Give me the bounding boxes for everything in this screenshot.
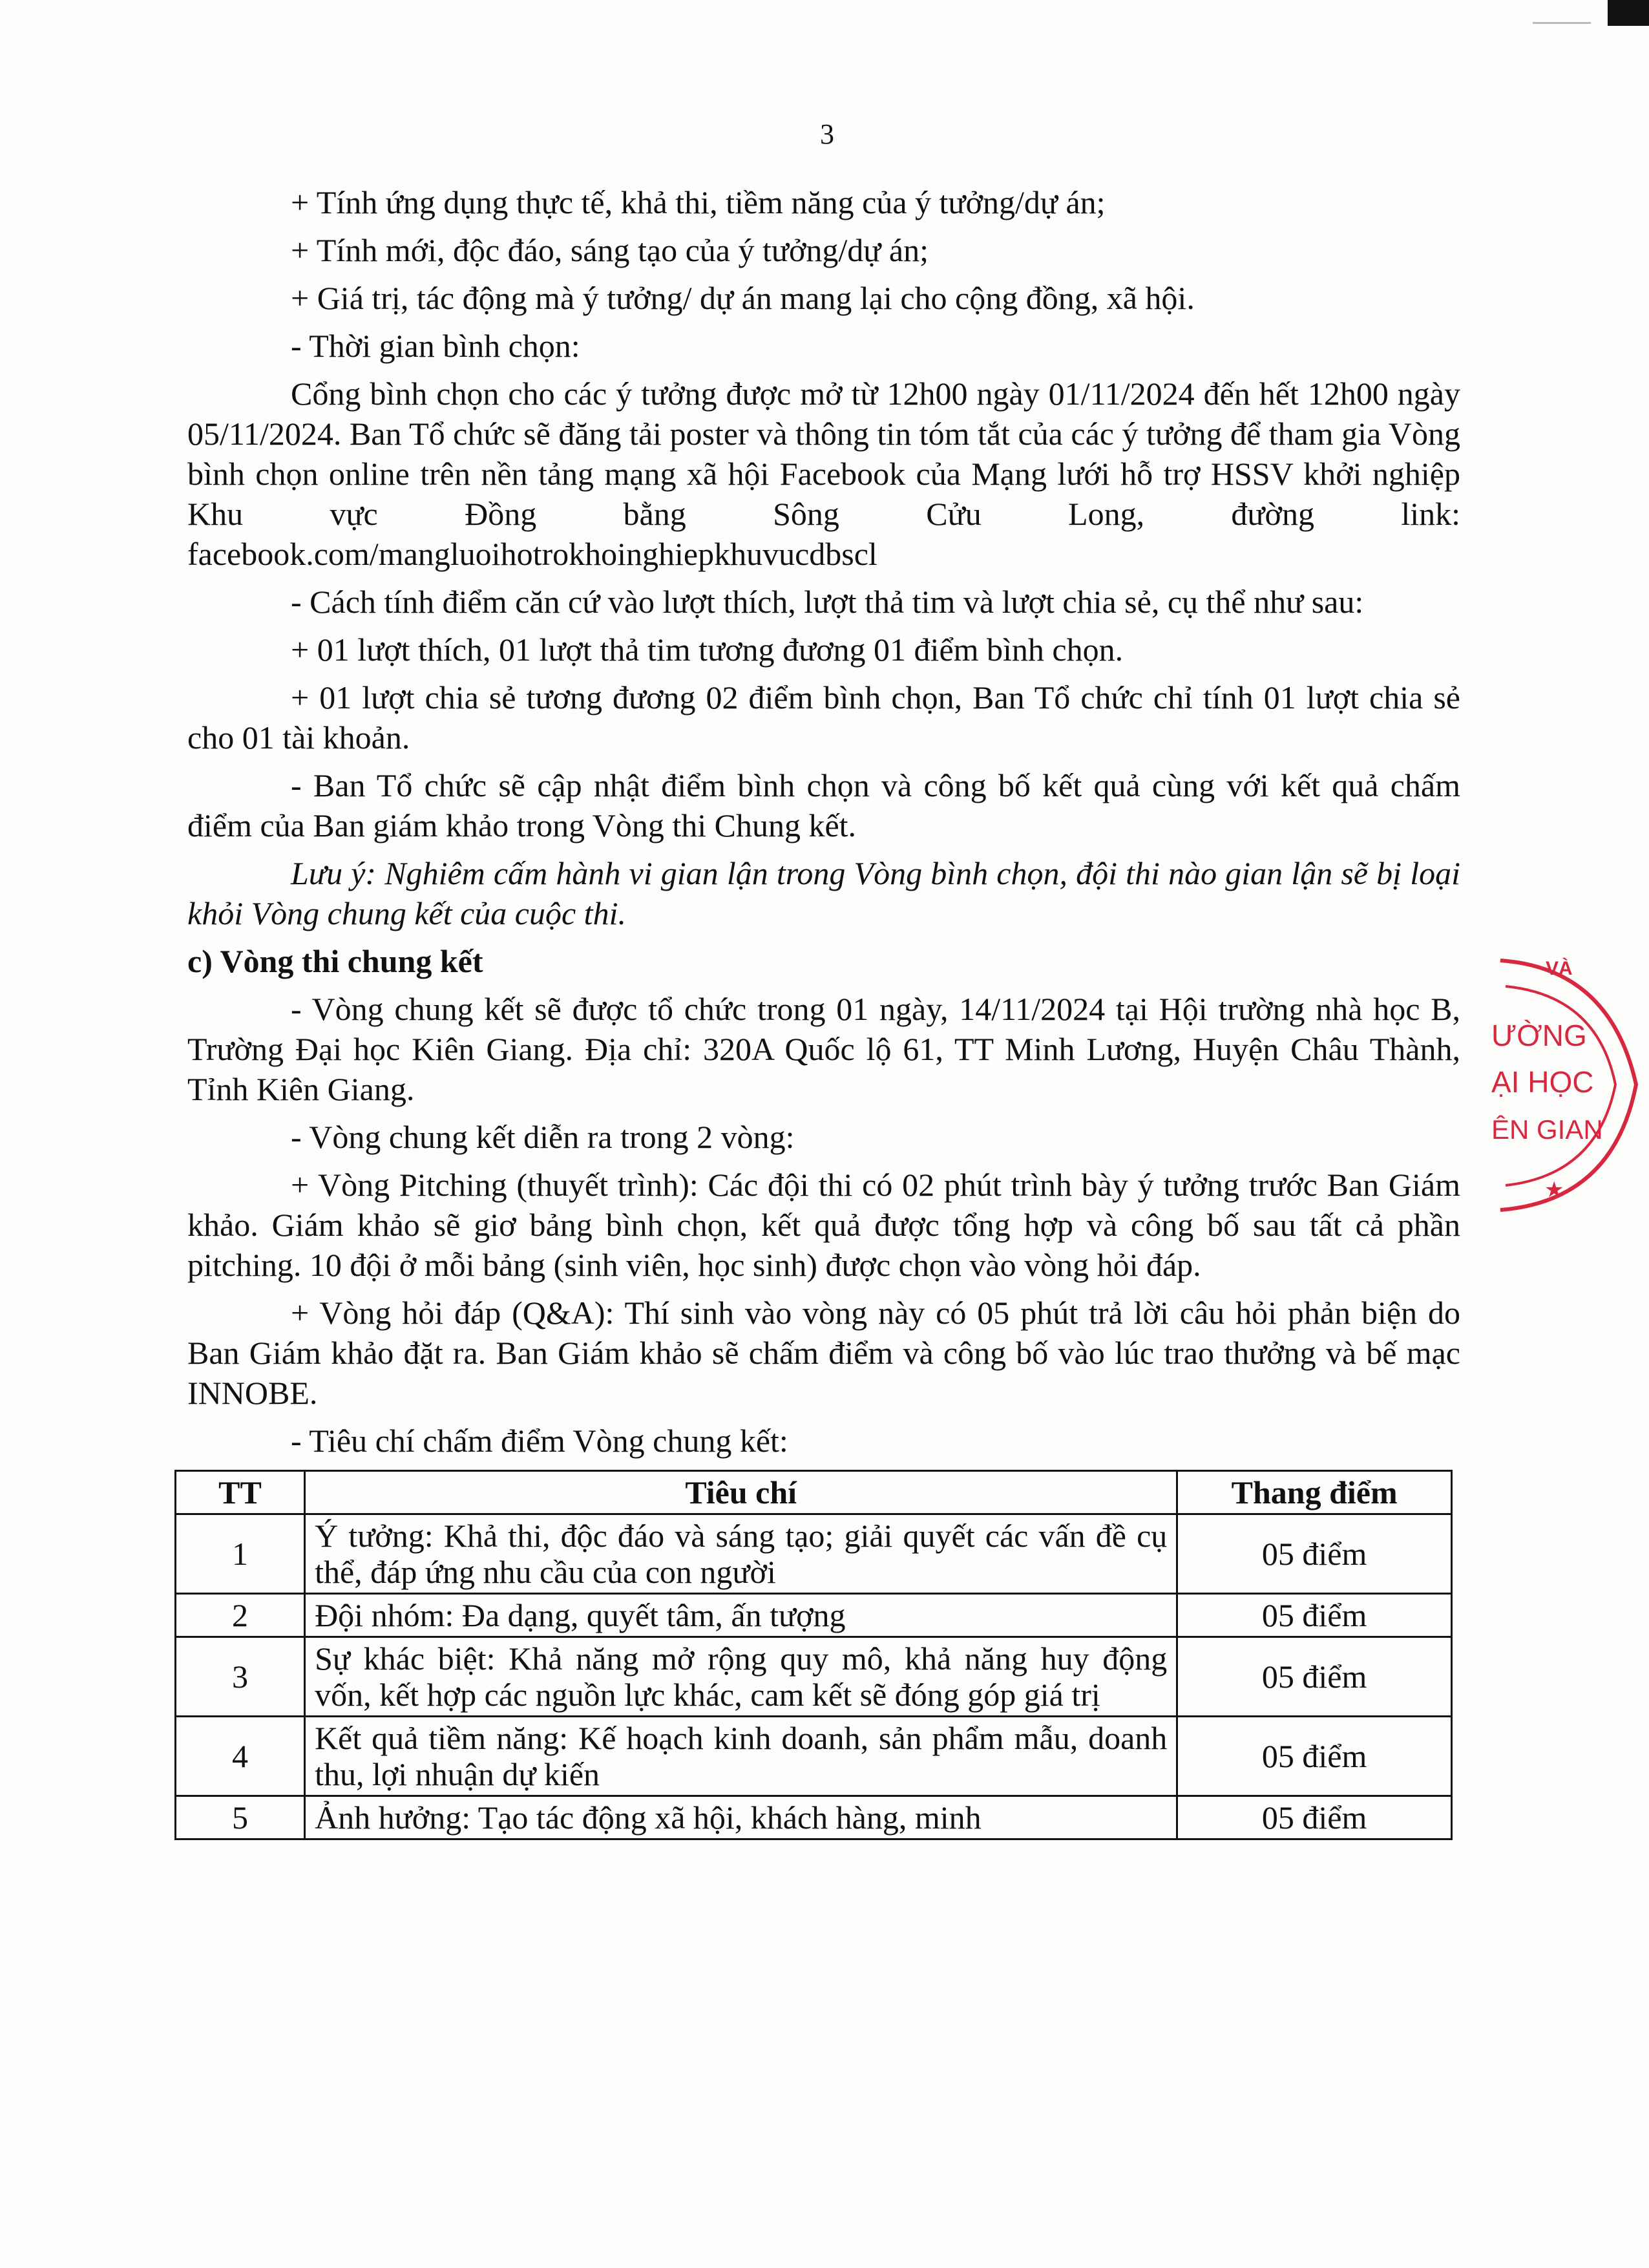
seal-text-line4: ÊN GIAN bbox=[1491, 1114, 1603, 1145]
document-body bbox=[187, 182, 1460, 1840]
cell-criteria: Đội nhóm: Đa dạng, quyết tâm, ấn tượng bbox=[305, 1594, 1177, 1637]
paragraph-practicality: + Tính ứng dụng thực tế, khả thi, tiềm năng của ý tưởng/dự án; bbox=[291, 184, 1106, 220]
cell-criteria: Kết quả tiềm năng: Kế hoạch kinh doanh, sản phẩm mẫu, doanh thu, lợi nhuận dự kiến bbox=[305, 1717, 1177, 1796]
cell-tt: 2 bbox=[176, 1594, 305, 1637]
paragraph-criteria-label: - Tiêu chí chấm điểm Vòng chung kết: bbox=[291, 1423, 788, 1459]
header-tt: TT bbox=[176, 1471, 305, 1514]
paragraph-value: + Giá trị, tác động mà ý tưởng/ dự án mang lại cho cộng đồng, xã hội. bbox=[291, 280, 1195, 316]
red-seal-stamp bbox=[1475, 949, 1643, 1220]
header-criteria: Tiêu chí bbox=[305, 1471, 1177, 1514]
seal-text-line1: VÀ bbox=[1546, 958, 1573, 979]
cell-criteria: Ảnh hưởng: Tạo tác động xã hội, khách hàng, minh bbox=[305, 1796, 1177, 1839]
paragraph-voting-time-label: - Thời gian bình chọn: bbox=[291, 328, 580, 364]
cell-tt: 4 bbox=[176, 1717, 305, 1796]
paragraph-qa-round: + Vòng hỏi đáp (Q&A): Thí sinh vào vòng này có 05 phút trả lời câu hỏi phản biện do Ban Giám khảo đặt ra. Ban Giám khảo sẽ chấm điểm và công bố vào lúc trao thưởng và bế mạc INNOBE. bbox=[187, 1295, 1460, 1411]
table-row bbox=[176, 1717, 1452, 1796]
table-row bbox=[176, 1594, 1452, 1637]
cell-tt: 3 bbox=[176, 1637, 305, 1717]
paragraph-novelty: + Tính mới, độc đáo, sáng tạo của ý tưởng/dự án; bbox=[291, 232, 929, 268]
header-score: Thang điểm bbox=[1177, 1471, 1452, 1514]
seal-text-line3: ẠI HỌC bbox=[1491, 1065, 1594, 1099]
cell-criteria: Ý tưởng: Khả thi, độc đáo và sáng tạo; giải quyết các vấn đề cụ thể, đáp ứng nhu cầu của con người bbox=[305, 1514, 1177, 1594]
cell-tt: 5 bbox=[176, 1796, 305, 1839]
paragraph-share-score: + 01 lượt chia sẻ tương đương 02 điểm bình chọn, Ban Tổ chức chỉ tính 01 lượt chia sẻ cho 01 tài khoản. bbox=[187, 679, 1460, 756]
cell-tt: 1 bbox=[176, 1514, 305, 1594]
cell-score: 05 điểm bbox=[1177, 1514, 1452, 1594]
table-header-row bbox=[176, 1471, 1452, 1514]
cell-score: 05 điểm bbox=[1177, 1796, 1452, 1839]
cell-score: 05 điểm bbox=[1177, 1594, 1452, 1637]
seal-star-icon: ★ bbox=[1544, 1177, 1564, 1203]
paragraph-scoring-method: - Cách tính điểm căn cứ vào lượt thích, lượt thả tim và lượt chia sẻ, cụ thể như sau: bbox=[291, 584, 1364, 620]
paragraph-voting-portal: Cổng bình chọn cho các ý tưởng được mở từ 12h00 ngày 01/11/2024 đến hết 12h00 ngày 05/11/2024. Ban Tổ chức sẽ đăng tải poster và thông tin tóm tắt của các ý tưởng để tham gia Vòng bình chọn online trên nền tảng mạng xã hội Facebook của Mạng lưới hỗ trợ HSSV khởi nghiệp Khu vực Đồng bằng Sông Cửu Long, đường link: facebook.com/mangluoihotrokhoinghiepkhuvucdbscl bbox=[187, 376, 1460, 572]
paragraph-pitching-round: + Vòng Pitching (thuyết trình): Các đội thi có 02 phút trình bày ý tưởng trước Ban Giám khảo. Giám khảo sẽ giơ bảng bình chọn, kết quả được tổng hợp và công bố sau tất cả phần pitching. 10 đội ở mỗi bảng (sinh viên, học sinh) được chọn vào vòng hỏi đáp. bbox=[187, 1167, 1460, 1283]
paragraph-final-rounds: - Vòng chung kết diễn ra trong 2 vòng: bbox=[291, 1119, 795, 1155]
table-row bbox=[176, 1637, 1452, 1717]
scan-line-mark bbox=[1533, 22, 1591, 24]
seal-text-line2: ƯỜNG bbox=[1491, 1019, 1587, 1052]
scan-edge-mark bbox=[1608, 0, 1649, 26]
cell-score: 05 điểm bbox=[1177, 1717, 1452, 1796]
paragraph-like-score: + 01 lượt thích, 01 lượt thả tim tương đương 01 điểm bình chọn. bbox=[291, 631, 1124, 668]
cell-criteria: Sự khác biệt: Khả năng mở rộng quy mô, khả năng huy động vốn, kết hợp các nguồn lực khác, cam kết sẽ đóng góp giá trị bbox=[305, 1637, 1177, 1717]
page-number: 3 bbox=[820, 118, 834, 150]
cell-score: 05 điểm bbox=[1177, 1637, 1452, 1717]
table-row bbox=[176, 1514, 1452, 1594]
paragraph-note: Lưu ý: Nghiêm cấm hành vi gian lận trong Vòng bình chọn, đội thi nào gian lận sẽ bị loại khỏi Vòng chung kết của cuộc thi. bbox=[187, 855, 1460, 931]
section-heading-final-round: c) Vòng thi chung kết bbox=[187, 943, 483, 979]
paragraph-results-update: - Ban Tổ chức sẽ cập nhật điểm bình chọn và công bố kết quả cùng với kết quả chấm điểm của Ban giám khảo trong Vòng thi Chung kết. bbox=[187, 767, 1460, 843]
paragraph-final-venue: - Vòng chung kết sẽ được tổ chức trong 01 ngày, 14/11/2024 tại Hội trường nhà học B, Trường Đại học Kiên Giang. Địa chỉ: 320A Quốc lộ 61, TT Minh Lương, Huyện Châu Thành, Tỉnh Kiên Giang. bbox=[187, 991, 1460, 1107]
table-row bbox=[176, 1796, 1452, 1839]
criteria-table bbox=[174, 1470, 1453, 1840]
